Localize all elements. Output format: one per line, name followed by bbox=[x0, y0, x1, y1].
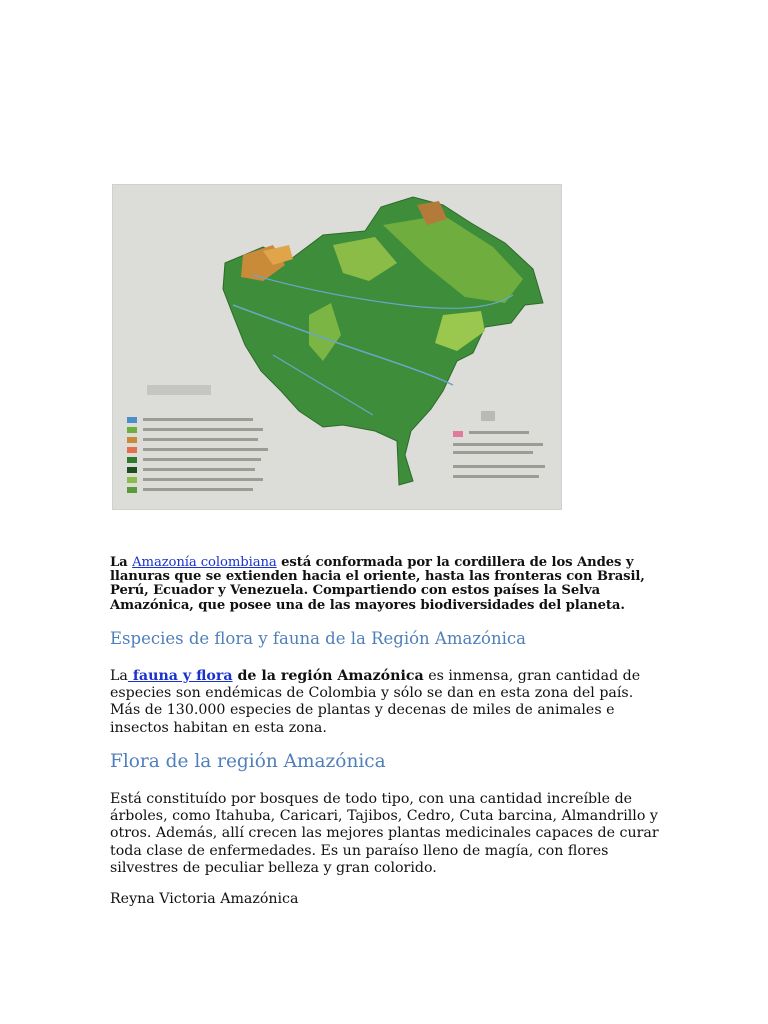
flora-fauna-paragraph bbox=[110, 668, 662, 737]
intro-text: está conformada por la cordillera de los Andes y llanuras que se extienden hacia el oriente, hasta las fronteras con Brasil, Perú, Ecuador y Venezuela. Compartiendo con estos países la Selva Amazónica, que posee una de las mayores biodiversidades del planeta. bbox=[110, 555, 645, 613]
p1-text: es inmensa, gran cantidad de especies son endémicas de Colombia y sólo se dan en esta zona del país. Más de 130.000 especies de plantas y decenas de miles de animales e insectos habitan en esta zona. bbox=[110, 668, 641, 736]
p1-prefix: La bbox=[110, 668, 128, 684]
region-map-image bbox=[112, 184, 562, 510]
fauna-flora-link[interactable]: fauna y flora bbox=[127, 668, 233, 684]
section-heading-flora: Flora de la región Amazónica bbox=[110, 751, 386, 772]
intro-prefix: La bbox=[110, 555, 133, 570]
p1-bold: de la región Amazónica bbox=[232, 668, 424, 684]
flora-paragraph: Está constituído por bosques de todo tipo, con una cantidad increíble de árboles, como Itahuba, Caricari, Tajibos, Cedro, Cuta barcina, Almandrillo y otros. Además, allí crecen las mejores plantas medicinales capaces de curar toda clase de enfermedades. Es un paraíso lleno de magía, con flores silvestres de peculiar belleza y gran colorido. bbox=[110, 791, 659, 876]
signature: Reyna Victoria Amazónica bbox=[110, 891, 299, 907]
section-heading-flora-fauna: Especies de flora y fauna de la Región Amazónica bbox=[110, 629, 526, 648]
amazonia-colombiana-link[interactable]: Amazonía colombiana bbox=[132, 555, 277, 570]
intro-paragraph bbox=[110, 556, 662, 613]
amazon-region-map bbox=[113, 185, 561, 509]
